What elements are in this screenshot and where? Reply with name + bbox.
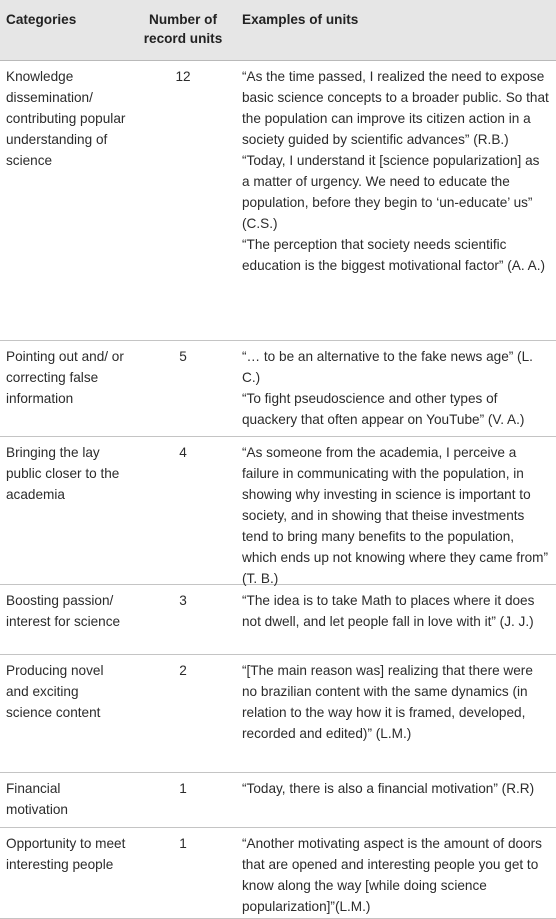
row-count: 12	[175, 69, 191, 84]
row-count: 1	[179, 781, 187, 796]
table-row	[0, 61, 556, 341]
table-row	[0, 773, 556, 828]
table-row	[0, 828, 556, 919]
example-quote: “Today, there is also a financial motivation” (R.R)	[242, 781, 535, 796]
row-examples	[242, 833, 550, 917]
row-category: Pointing out and/ or correcting false information	[6, 349, 124, 406]
table-row	[0, 585, 556, 655]
example-quote: “[The main reason was] realizing that there were no brazilian content with the same dynamics (in relation to the way how it is framed, developed, recorded and edited)” (L.M.)	[242, 663, 533, 741]
row-count: 5	[179, 349, 187, 364]
example-quote: “Today, I understand it [science popularization] as a matter of urgency. We need to educate the population, before they begin to ‘un-educate’ us” (C.S.)	[242, 153, 540, 231]
table-row	[0, 655, 556, 773]
header-examples-of-units: Examples of units	[242, 12, 359, 27]
row-category: Financial motivation	[6, 781, 68, 817]
example-quote: “… to be an alternative to the fake news age” (L. C.)	[242, 349, 533, 385]
row-category: Boosting passion/ interest for science	[6, 593, 121, 629]
table-row	[0, 437, 556, 585]
row-category: Producing novel and exciting science content	[6, 663, 104, 720]
example-quote: “The idea is to take Math to places where it does not dwell, and let people fall in love with it” (J. J.)	[242, 593, 535, 629]
example-quote: “As someone from the academia, I perceive a failure in communicating with the population, in showing why investing in science is important to society, and in showing that theise investments tend to bring many benefits to the population, which ends up not knowing where they came from” (T. B.)	[242, 445, 549, 586]
row-count: 2	[179, 663, 187, 678]
row-examples	[242, 660, 550, 744]
row-examples	[242, 778, 550, 799]
header-categories: Categories	[6, 12, 77, 27]
row-examples	[242, 590, 550, 632]
row-category: Knowledge dissemination/ contributing popular understanding of science	[6, 69, 126, 168]
row-category: Opportunity to meet interesting people	[6, 836, 126, 872]
example-quote: “As the time passed, I realized the need to expose basic science concepts to a broader public. So that the population can improve its citizen action in a society guided by scientific advances” (R.B.)	[242, 69, 549, 147]
row-examples	[242, 66, 550, 276]
header-number-of-record-units: Number of record units	[143, 12, 223, 46]
row-category: Bringing the lay public closer to the academia	[6, 445, 120, 502]
row-count: 3	[179, 593, 187, 608]
row-examples	[242, 346, 550, 430]
example-quote: “Another motivating aspect is the amount of doors that are opened and interesting people you get to know along the way [while doing science popularization]”(L.M.)	[242, 836, 542, 914]
example-quote: “To fight pseudoscience and other types of quackery that often appear on YouTube” (V. A.)	[242, 391, 525, 427]
row-examples	[242, 442, 550, 589]
row-count: 4	[179, 445, 187, 460]
row-count: 1	[179, 836, 187, 851]
example-quote: “The perception that society needs scientific education is the biggest motivational factor” (A. A.)	[242, 237, 545, 273]
table-header	[0, 0, 556, 61]
table-row	[0, 341, 556, 437]
